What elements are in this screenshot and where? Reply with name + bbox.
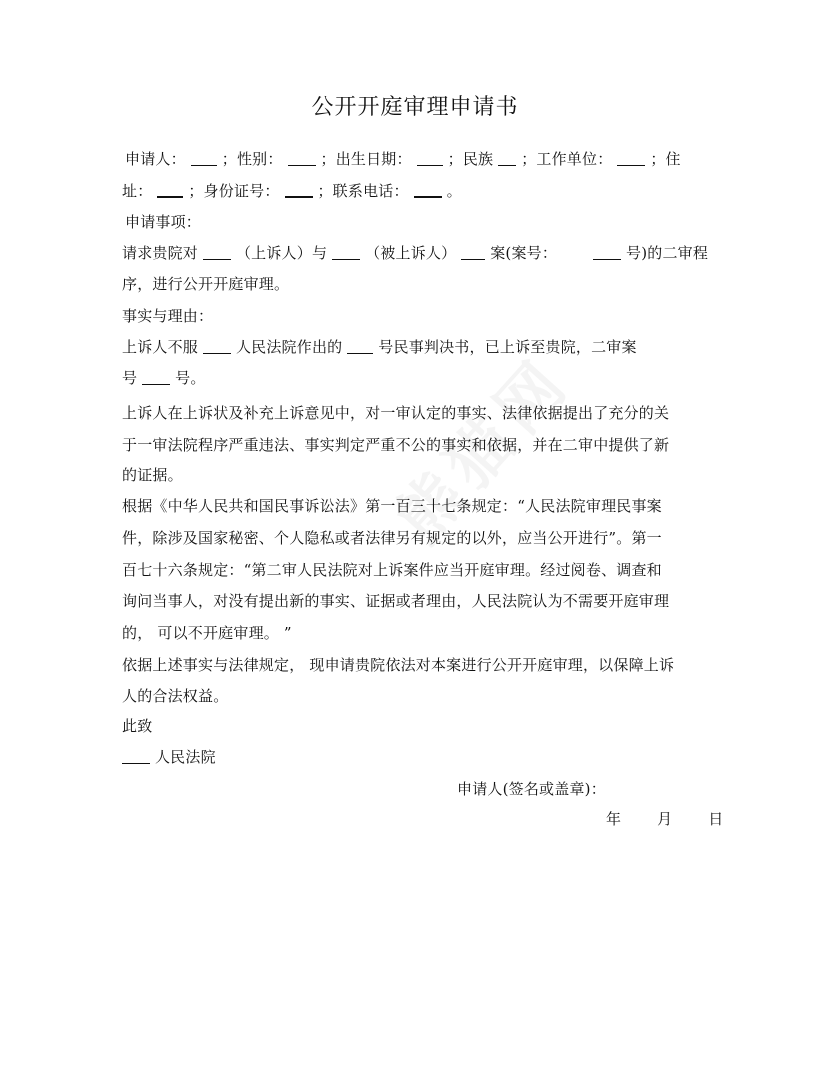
paragraph-3-line-1: 依据上述事实与法律规定， 现申请贵院依法对本案进行公开开庭审理，以保障上诉 [122, 656, 675, 674]
first-court-blank [203, 352, 231, 354]
request-text-b: （上诉人）与 [235, 244, 328, 262]
date-day: 日 [708, 810, 724, 828]
facts-text-c: 号民事判决书，已上诉至贵院，二审案 [378, 338, 637, 356]
date-month: 月 [657, 810, 673, 828]
paragraph-1-line-2: 于一审法院程序严重违法、事实判定严重不公的事实和依据，并在二审中提供了新 [122, 436, 670, 454]
document-title: 公开开庭审理申请书 [311, 95, 519, 120]
birth-date-label: ；出生日期： [320, 150, 412, 168]
address-blank [157, 195, 183, 198]
applicant-info-line-1 [125, 148, 681, 169]
judgment-number-blank [347, 352, 373, 354]
paragraph-2-line-5: 的， 可以不开庭审理。 ” [122, 624, 292, 642]
request-heading: 申请事项： [125, 213, 202, 231]
phone-label: ；联系电话： [317, 182, 409, 200]
facts-text-e: 号。 [175, 369, 206, 387]
id-number-blank [285, 195, 313, 198]
request-line-2: 序，进行公开开庭审理。 [122, 275, 290, 293]
case-type-blank [461, 258, 485, 260]
applicant-blank [191, 164, 217, 166]
court-name-blank [122, 762, 150, 764]
facts-text-d: 号 [122, 369, 138, 387]
paragraph-2-line-3: 百七十六条规定：“第二审人民法院对上诉案件应当开庭审理。经过阅卷、调查和 [122, 561, 662, 579]
appellant-blank [203, 258, 231, 260]
address-label-start: ；住 [650, 150, 681, 168]
ethnicity-blank [498, 164, 516, 166]
appellee-blank [332, 258, 360, 260]
facts-text-a: 上诉人不服 [122, 338, 199, 356]
facts-text-b: 人民法院作出的 [235, 338, 343, 356]
birth-date-blank [417, 164, 443, 166]
gender-blank [288, 164, 316, 166]
facts-line-2 [122, 367, 206, 388]
paragraph-1-line-1: 上诉人在上诉状及补充上诉意见中，对一审认定的事实、法律依据提出了充分的关 [122, 404, 670, 422]
workplace-blank [617, 164, 645, 166]
court-suffix: 人民法院 [154, 748, 216, 766]
request-text-c: （被上诉人） [365, 244, 457, 262]
request-text-a: 请求贵院对 [122, 244, 199, 262]
gender-label: ；性别： [221, 150, 283, 168]
line-end: 。 [446, 182, 462, 200]
request-text-e: 号)的二审程 [626, 244, 709, 262]
workplace-label: ；工作单位： [521, 150, 613, 168]
phone-blank [414, 195, 442, 198]
applicant-info-line-2 [122, 180, 462, 201]
request-text-d: 案(案号： [490, 244, 558, 262]
case-number-blank [593, 258, 621, 260]
paragraph-3-line-2: 人的合法权益。 [122, 687, 229, 705]
closing-salutation: 此致 [122, 717, 153, 735]
request-line-1 [122, 242, 708, 263]
second-case-number-blank [142, 383, 170, 385]
applicant-label: 申请人： [125, 150, 186, 168]
paragraph-2-line-4: 询问当事人，对没有提出新的事实、证据或者理由，人民法院认为不需要开庭审理 [122, 592, 670, 610]
facts-line-1 [122, 336, 637, 357]
address-label-end: 址： [122, 182, 153, 200]
signature-label: 申请人(签名或盖章)： [457, 780, 606, 798]
court-line [122, 746, 216, 767]
paragraph-1-line-3: 的证据。 [122, 466, 183, 484]
paragraph-2-line-2: 件，除涉及国家秘密、个人隐私或者法律另有规定的以外，应当公开进行”。第一 [122, 529, 662, 547]
facts-heading: 事实与理由： [122, 307, 214, 325]
date-line [606, 808, 723, 829]
date-year: 年 [606, 810, 622, 828]
ethnicity-label: ；民族 [447, 150, 494, 168]
id-number-label: ；身份证号： [188, 182, 280, 200]
paragraph-2-line-1: 根据《中华人民共和国民事诉讼法》第一百三十七条规定：“人民法院审理民事案 [122, 497, 662, 515]
